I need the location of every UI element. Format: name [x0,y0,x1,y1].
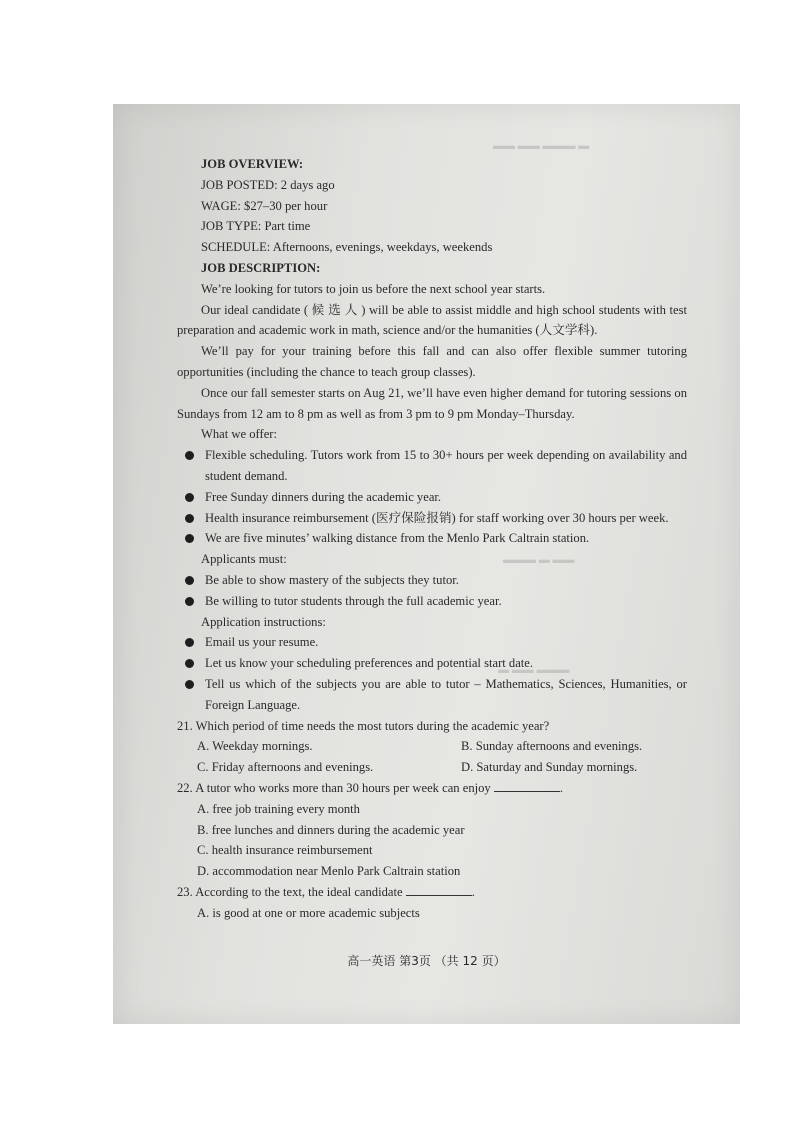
description-paragraph: Once our fall semester starts on Aug 21, we’ll have even higher demand for tutoring sessions on Sundays from 12 am to 8 pm as well as from 3 pm to 9 pm Monday–Thursday. [177,385,687,421]
question-21-options-row [177,757,687,778]
scanned-page-photo [113,104,740,1024]
option-b: B. Sunday afternoons and evenings. [461,739,643,754]
bleed-through-mark: ▬▬▬ ▬▬ ▬ [498,664,570,676]
answer-blank [406,883,472,896]
job-overview-heading: JOB OVERVIEW: [201,157,304,171]
applicants-heading: Applicants must: [201,552,287,567]
exam-page-content [177,154,687,923]
job-type: JOB TYPE: Part time [201,219,311,234]
question-21-options-row [177,736,687,757]
option-b: B. free lunches and dinners during the academic year [197,822,465,837]
job-wage: WAGE: $27–30 per hour [201,198,328,213]
job-description-heading: JOB DESCRIPTION: [201,260,321,275]
description-paragraph: We’ll pay for your training before this fall and can also offer flexible summer tutoring opportunities (including the chance to teach group classes). [177,344,687,379]
option-c: C. Friday afternoons and evenings. [197,760,374,775]
offer-item: We are five minutes’ walking distance from the Menlo Park Caltrain station. [177,528,687,549]
question-23-stem: 23. According to the text, the ideal candidate . [177,884,475,899]
option-a: A. Weekday mornings. [197,739,313,754]
question-22-stem: 22. A tutor who works more than 30 hours per week can enjoy . [177,780,564,795]
offer-item: Health insurance reimbursement (医疗保险报销) for staff working over 30 hours per week. [177,508,687,529]
instruction-item: Tell us which of the subjects you are able to tutor – Mathematics, Sciences, Humanities, or Foreign Language. [177,674,687,716]
instruction-item: Email us your resume. [177,632,687,653]
bleed-through-mark: ▬▬ ▬ ▬▬▬ [503,554,575,566]
option-c: C. health insurance reimbursement [197,843,373,858]
option-d: D. Saturday and Sunday mornings. [461,760,638,775]
instructions-heading: Application instructions: [201,614,326,629]
applicant-requirement: Be able to show mastery of the subjects they tutor. [177,570,687,591]
option-a: A. free job training every month [197,801,360,816]
job-posted: JOB POSTED: 2 days ago [201,177,335,192]
answer-blank [494,779,560,792]
question-23-text: 23. According to the text, the ideal candidate [177,884,403,899]
question-21-stem: 21. Which period of time needs the most tutors during the academic year? [177,718,550,733]
option-a: A. is good at one or more academic subjects [197,905,420,920]
offer-item: Free Sunday dinners during the academic year. [177,487,687,508]
offer-heading: What we offer: [201,427,277,442]
instruction-item: Let us know your scheduling preferences and potential start date. [177,653,687,674]
question-22-text: 22. A tutor who works more than 30 hours per week can enjoy [177,780,491,795]
bleed-through-mark: ▬ ▬▬▬ ▬▬ ▬▬ [493,140,590,152]
description-paragraph: We’re looking for tutors to join us before the next school year starts. [201,281,546,296]
page-footer: 高一英语 第3页 （共 12 页） [347,954,506,968]
description-paragraph: Our ideal candidate ( 候 选 人 ) will be able to assist middle and high school students with test preparation and academic work in math, science and/or the humanities (人文学科). [177,302,687,338]
offer-item: Flexible scheduling. Tutors work from 15 to 30+ hours per week depending on availability and student demand. [177,445,687,487]
option-d: D. accommodation near Menlo Park Caltrain station [197,864,461,879]
job-schedule: SCHEDULE: Afternoons, evenings, weekdays, weekends [201,240,493,255]
applicant-requirement: Be willing to tutor students through the full academic year. [177,591,687,612]
